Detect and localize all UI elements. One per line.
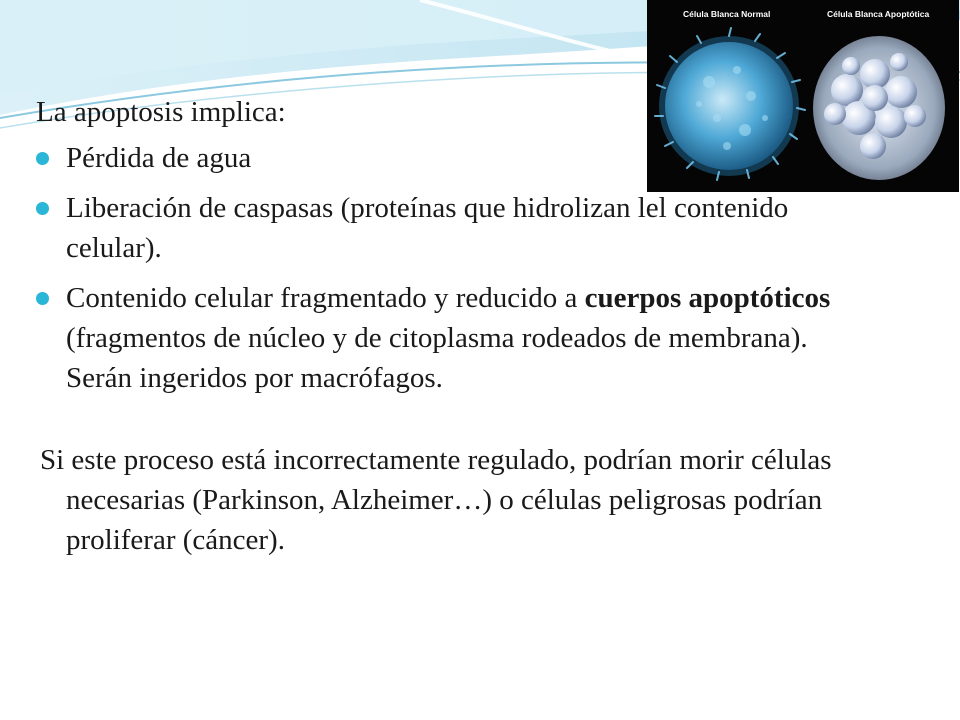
bullet-dot-icon: [36, 202, 49, 215]
conclusion-note: Si este proceso está incorrectamente regulado, podrían morir células necesarias (Parkinson, Alzheimer…) o células peligrosas podrían proliferar (cáncer).: [40, 444, 832, 556]
bullet-item: [36, 138, 876, 178]
slide-body: [36, 92, 876, 589]
slide-intro: La apoptosis implica:: [36, 96, 286, 128]
bullet-item: [36, 188, 876, 268]
bullet-list: [36, 138, 876, 398]
normal-cell-label: Célula Blanca Normal: [683, 9, 771, 19]
bullet-text-before: Contenido celular fragmentado y reducido a: [66, 282, 585, 314]
bullet-dot-icon: [36, 152, 49, 165]
apoptotic-cell-label: Célula Blanca Apoptótica: [827, 9, 930, 19]
bullet-item: [36, 278, 876, 398]
bullet-text-after: (fragmentos de núcleo y de citoplasma rodeados de membrana). Serán ingeridos por macrófagos.: [66, 322, 808, 394]
bullet-bold-term: cuerpos apoptóticos: [584, 282, 831, 314]
bullet-dot-icon: [36, 292, 49, 305]
bullet-text: Liberación de caspasas (proteínas que hidrolizan lel contenido celular).: [66, 192, 789, 264]
bullet-text: Pérdida de agua: [66, 142, 252, 174]
